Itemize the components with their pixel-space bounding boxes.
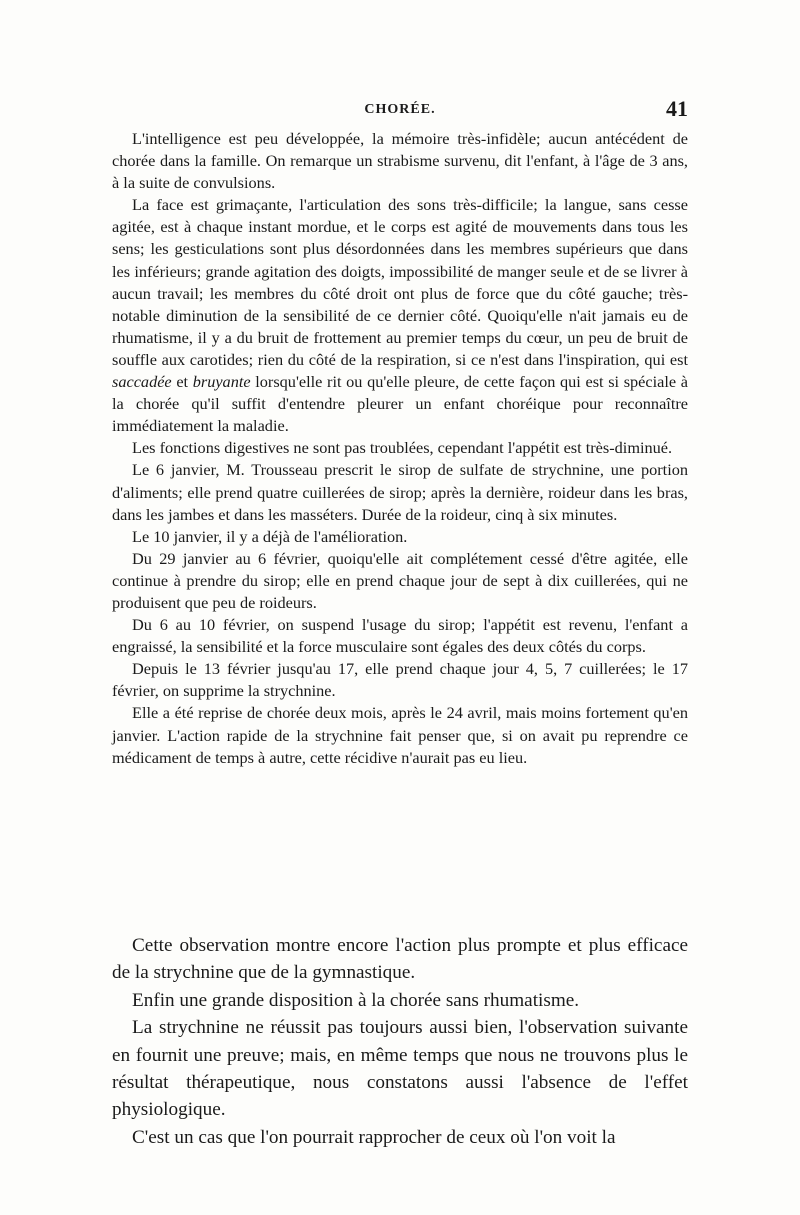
paragraph-10-janvier: Le 10 janvier, il y a déjà de l'amélioration.	[132, 526, 408, 546]
paragraph-13-fevrier: Depuis le 13 février jusqu'au 17, elle prend chaque jour 4, 5, 7 cuillerées; le 17 février, on supprime la strychnine.	[112, 659, 688, 701]
symptoms-text-mid: et	[171, 372, 193, 392]
paragraph-rapprocher: C'est un cas que l'on pourrait rapprocher de ceux où l'on voit la	[132, 1126, 616, 1148]
paragraph-reprise: Elle a été reprise de chorée deux mois, après le 24 avril, mais moins fortement qu'en janvier. L'action rapide de la strychnine fait penser que, si on avait pu reprendre ce médicament de temps à autre, cette récidive n'aurait pas eu lieu.	[112, 703, 688, 767]
paragraph-6-janvier: Le 6 janvier, M. Trousseau prescrit le sirop de sulfate de strychnine, une portion d'aliments; elle prend quatre cuillerées de sirop; après la dernière, roideur dans les bras, dans les jambes et dans les masséters. Durée de la roideur, cinq à six minutes.	[112, 460, 688, 524]
paragraph-conclusion: Cette observation montre encore l'action plus prompte et plus efficace de la strychnine que de la gymnastique.	[112, 935, 688, 984]
italic-bruyante: bruyante	[192, 372, 251, 392]
running-title: CHORÉE.	[364, 102, 436, 117]
running-header	[112, 98, 688, 126]
paragraph-intelligence: L'intelligence est peu développée, la mémoire très-infidèle; aucun antécédent de chorée dans la famille. On remarque un strabisme survenu, dit l'enfant, à l'âge de 3 ans, à la suite de convulsions.	[112, 129, 688, 193]
case-observation-text	[112, 128, 688, 769]
paragraph-digestion: Les fonctions digestives ne sont pas troublées, cependant l'appétit est très-diminué.	[132, 438, 673, 458]
paragraph-strychnine: La strychnine ne réussit pas toujours aussi bien, l'observation suivante en fournit une preuve; mais, en même temps que nous ne trouvons plus le résultat thérapeutique, nous constatons aussi l'absence de l'effet physiologique.	[112, 1017, 688, 1121]
paragraph-29-janvier: Du 29 janvier au 6 février, quoiqu'elle ait complétement cessé d'être agitée, elle continue à prendre du sirop; elle en prend chaque jour de sept à dix cuillerées, qui ne produisent que peu de roideurs.	[112, 548, 688, 612]
symptoms-text-start: La face est grimaçante, l'articulation des sons très-difficile; la langue, sans cesse agitée, est à chaque instant mordue, et le corps est agité de mouvements dans tous les sens; les gesticulations sont plus désordonnées dans les membres supérieurs que dans les inférieurs; grande agitation des doigts, impossibilité de manger seule et de se livrer à aucun travail; les membres du côté droit ont plus de force que du côté gauche; très-notable diminution de la sensibilité de ce dernier côté. Quoiqu'elle n'ait jamais eu de rhumatisme, il y a du bruit de frottement au premier temps du cœur, un peu de bruit de souffle aux carotides; rien du côté de la respiration, si ce n'est dans l'inspiration, qui est	[112, 195, 688, 369]
page-number: 41	[666, 96, 688, 121]
paragraph-disposition: Enfin une grande disposition à la chorée sans rhumatisme.	[132, 989, 580, 1011]
paragraph-6-fevrier: Du 6 au 10 février, on suspend l'usage du sirop; l'appétit est revenu, l'enfant a engraissé, la sensibilité et la force musculaire sont égales des deux côtés du corps.	[112, 615, 688, 657]
symptoms-text-end: lorsqu'elle rit ou qu'elle pleure, de cette façon qui est si spéciale à la chorée qu'il suffit d'entendre pleurer un enfant choréique pour reconnaître immédiatement la maladie.	[112, 372, 689, 436]
paragraph-symptoms	[112, 194, 688, 437]
italic-saccadee: saccadée	[112, 372, 172, 392]
commentary-text	[112, 932, 688, 1151]
